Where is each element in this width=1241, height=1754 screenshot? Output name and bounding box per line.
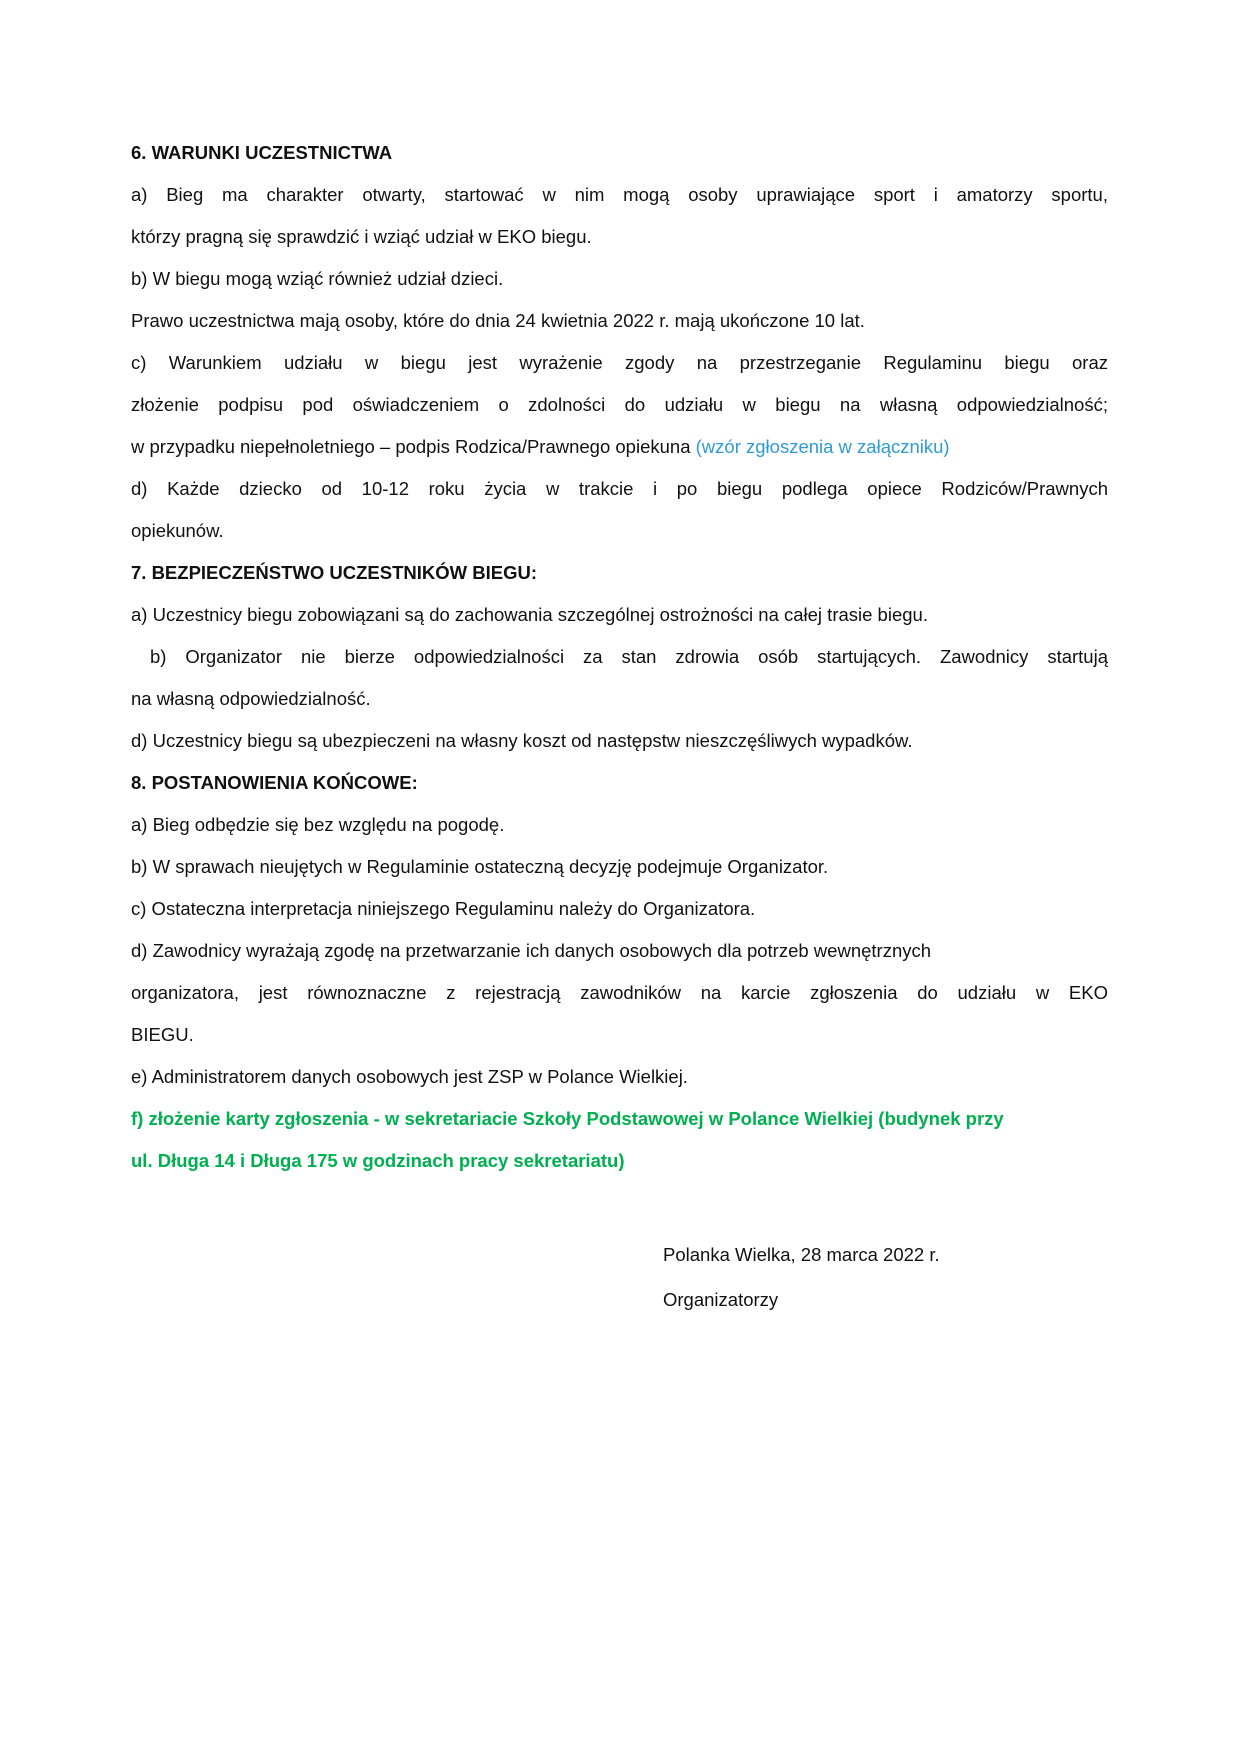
document-body xyxy=(131,132,1108,1182)
document-line: b) W biegu mogą wziąć również udział dzieci. xyxy=(131,268,504,289)
footer-signature: Organizatorzy xyxy=(663,1289,779,1310)
document-line: a) Bieg odbędzie się bez względu na pogodę. xyxy=(131,814,505,835)
document-footer xyxy=(663,1232,940,1322)
document-line: którzy pragną się sprawdzić i wziąć udział w EKO biegu. xyxy=(131,226,592,247)
section-heading: 8. POSTANOWIENIA KOŃCOWE: xyxy=(131,772,418,793)
document-line: BIEGU. xyxy=(131,1024,194,1045)
document-line: a) Bieg ma charakter otwarty, startować w nim mogą osoby uprawiające sport i amatorzy sportu, xyxy=(131,184,1108,205)
document-line: b) Organizator nie bierze odpowiedzialności za stan zdrowia osób startujących. Zawodnicy startują xyxy=(131,646,1108,667)
attachment-link[interactable]: (wzór zgłoszenia w załączniku) xyxy=(695,436,950,457)
document-line: Prawo uczestnictwa mają osoby, które do dnia 24 kwietnia 2022 r. mają ukończone 10 lat. xyxy=(131,310,865,331)
document-line: na własną odpowiedzialność. xyxy=(131,688,371,709)
section-heading: 7. BEZPIECZEŃSTWO UCZESTNIKÓW BIEGU: xyxy=(131,562,537,583)
document-line: c) Ostateczna interpretacja niniejszego Regulaminu należy do Organizatora. xyxy=(131,898,756,919)
document-line: f) złożenie karty zgłoszenia - w sekretariacie Szkoły Podstawowej w Polance Wielkiej (budynek przy xyxy=(131,1108,1004,1129)
text-run: w przypadku niepełnoletniego – podpis Rodzica/Prawnego opiekuna xyxy=(131,436,696,457)
document-line: d) Każde dziecko od 10-12 roku życia w trakcie i po biegu podlega opiece Rodziców/Prawnych xyxy=(131,478,1108,499)
document-line: c) Warunkiem udziału w biegu jest wyrażenie zgody na przestrzeganie Regulaminu biegu oraz xyxy=(131,352,1108,373)
footer-place-date: Polanka Wielka, 28 marca 2022 r. xyxy=(663,1244,940,1265)
section-heading: 6. WARUNKI UCZESTNICTWA xyxy=(131,142,393,163)
document-line: złożenie podpisu pod oświadczeniem o zdolności do udziału w biegu na własną odpowiedzialność; xyxy=(131,394,1108,415)
document-line: d) Zawodnicy wyrażają zgodę na przetwarzanie ich danych osobowych dla potrzeb wewnętrznych xyxy=(131,940,932,961)
document-line: b) W sprawach nieujętych w Regulaminie ostateczną decyzję podejmuje Organizator. xyxy=(131,856,829,877)
document-line xyxy=(131,426,1108,468)
document-line: d) Uczestnicy biegu są ubezpieczeni na własny koszt od następstw nieszczęśliwych wypadków. xyxy=(131,730,913,751)
document-line: e) Administratorem danych osobowych jest ZSP w Polance Wielkiej. xyxy=(131,1066,688,1087)
document-line: a) Uczestnicy biegu zobowiązani są do zachowania szczególnej ostrożności na całej trasie biegu. xyxy=(131,604,928,625)
document-line: organizatora, jest równoznaczne z rejestracją zawodników na karcie zgłoszenia do udziału w EKO xyxy=(131,982,1108,1003)
document-line: ul. Długa 14 i Długa 175 w godzinach pracy sekretariatu) xyxy=(131,1150,625,1171)
document-line: opiekunów. xyxy=(131,520,224,541)
